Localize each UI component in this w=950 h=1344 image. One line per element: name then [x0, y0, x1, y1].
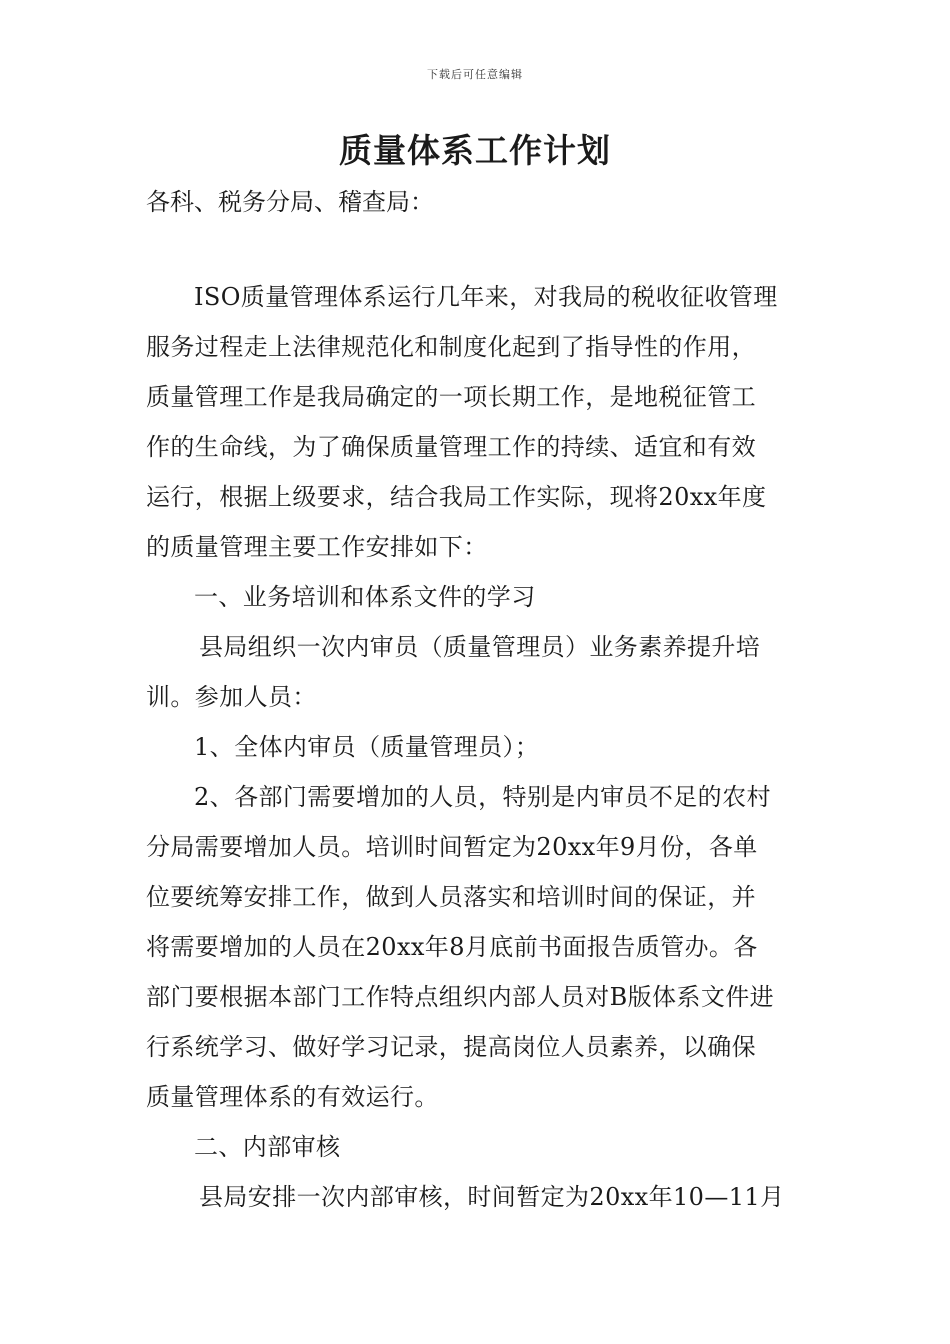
- paragraph-line: 位要统筹安排工作，做到人员落实和培训时间的保证，并: [146, 883, 756, 911]
- paragraph-line: 服务过程走上法律规范化和制度化起到了指导性的作用，: [146, 333, 756, 361]
- paragraph-line: 运行，根据上级要求，结合我局工作实际，现将20xx年度: [146, 483, 767, 511]
- paragraph-line: 质量管理体系的有效运行。: [146, 1083, 439, 1111]
- section-heading: 二、内部审核: [194, 1133, 341, 1161]
- paragraph-line: 的质量管理主要工作安排如下：: [146, 533, 488, 561]
- document-body: [146, 272, 808, 1222]
- section-heading: 一、业务培训和体系文件的学习: [194, 583, 536, 611]
- paragraph-line: 质量管理工作是我局确定的一项长期工作，是地税征管工: [146, 383, 756, 411]
- paragraph-line: 行系统学习、做好学习记录，提高岗位人员素养，以确保: [146, 1033, 756, 1061]
- list-item: 2、各部门需要增加的人员，特别是内审员不足的农村: [194, 783, 771, 811]
- paragraph-line: 作的生命线，为了确保质量管理工作的持续、适宜和有效: [146, 433, 756, 461]
- list-item: 1、全体内审员（质量管理员）；: [194, 733, 540, 761]
- paragraph-line: 部门要根据本部门工作特点组织内部人员对B版体系文件进: [146, 983, 775, 1011]
- paragraph-line: ISO质量管理体系运行几年来，对我局的税收征收管理: [194, 283, 778, 311]
- page-header-note: 下载后可任意编辑: [427, 68, 523, 81]
- paragraph-line: 县局组织一次内审员（质量管理员）业务素养提升培: [199, 633, 761, 661]
- document-title: 质量体系工作计划: [339, 131, 611, 170]
- salutation: 各科、税务分局、稽查局：: [146, 188, 434, 216]
- paragraph-line: 训。参加人员：: [146, 683, 317, 711]
- paragraph-line: 分局需要增加人员。培训时间暂定为20xx年9月份，各单: [146, 833, 758, 861]
- paragraph-line: 县局安排一次内部审核，时间暂定为20xx年10—11月: [199, 1183, 785, 1211]
- paragraph-line: 将需要增加的人员在20xx年8月底前书面报告质管办。各: [146, 933, 758, 961]
